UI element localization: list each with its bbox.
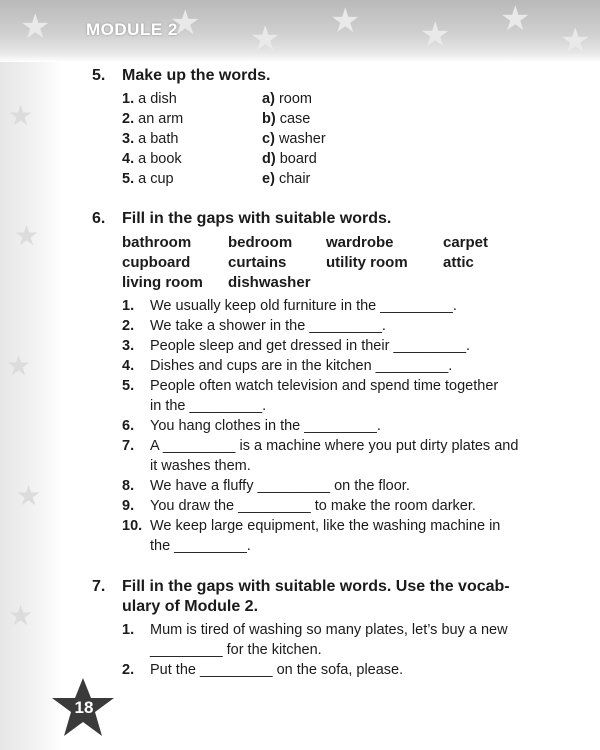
star-decoration: ★ [330, 2, 361, 40]
word-box-item: utility room [326, 254, 408, 271]
gap-fill-sentence: 7. A _________ is a machine where you put dirty plates and [122, 438, 519, 454]
star-decoration: ★ [16, 480, 42, 511]
page-number: 18 [74, 698, 94, 717]
word-box-item: bedroom [228, 234, 293, 251]
gap-fill-sentence: 8. We have a fluffy _________ on the floor. [122, 478, 410, 494]
exercise-7-title-continuation: ulary of Module 2. [122, 598, 259, 615]
word-box-item: living room [122, 274, 203, 291]
word-box-item: curtains [228, 254, 287, 271]
word-box-item: bathroom [122, 234, 192, 251]
star-decoration: ★ [560, 22, 591, 60]
exercise-5-title: Make up the words. [122, 67, 271, 84]
star-decoration: ★ [8, 600, 34, 631]
match-right-item: a) room [262, 91, 312, 107]
match-left-item: 4. a book [122, 151, 182, 167]
left-decorative-band [0, 62, 62, 750]
word-box-item: cupboard [122, 254, 191, 271]
gap-fill-sentence-continuation: the _________. [150, 538, 251, 554]
gap-fill-sentence: 9. You draw the _________ to make the room darker. [122, 498, 476, 514]
exercise-5-number: 5. [92, 67, 106, 84]
match-right-item: d) board [262, 151, 317, 167]
gap-fill-sentence-continuation: in the _________. [150, 398, 267, 414]
exercise-6-number: 6. [92, 210, 106, 227]
match-left-item: 5. a cup [122, 171, 174, 187]
star-decoration: ★ [6, 350, 32, 381]
star-decoration: ★ [420, 16, 451, 54]
gap-fill-sentence: 10. We keep large equipment, like the washing machine in [122, 518, 501, 534]
gap-fill-sentence-continuation: _________ for the kitchen. [150, 642, 322, 658]
star-decoration: ★ [170, 4, 201, 42]
gap-fill-sentence: 2. Put the _________ on the sofa, please. [122, 662, 404, 678]
module-label: MODULE 2 [86, 20, 178, 39]
word-box-item: wardrobe [326, 234, 394, 251]
match-left-item: 3. a bath [122, 131, 179, 147]
gap-fill-sentence: 4. Dishes and cups are in the kitchen _________. [122, 358, 453, 374]
gap-fill-sentence: 2. We take a shower in the _________. [122, 318, 386, 334]
gap-fill-sentence: 1. We usually keep old furniture in the _________. [122, 298, 457, 314]
star-decoration: ★ [20, 8, 51, 46]
match-right-item: c) washer [262, 131, 326, 147]
match-left-item: 2. an arm [122, 111, 184, 127]
word-box-item: dishwasher [228, 274, 311, 291]
star-decoration: ★ [500, 0, 531, 38]
exercise-7-number: 7. [92, 578, 106, 595]
match-right-item: b) case [262, 111, 311, 127]
match-right-item: e) chair [262, 171, 311, 187]
star-decoration: ★ [8, 100, 34, 131]
match-left-item: 1. a dish [122, 91, 177, 107]
gap-fill-sentence-continuation: it washes them. [150, 458, 251, 474]
exercise-7-title: Fill in the gaps with suitable words. Use the vocab- [122, 578, 510, 595]
exercise-6-title: Fill in the gaps with suitable words. [122, 210, 392, 227]
word-box-item: attic [443, 254, 474, 271]
gap-fill-sentence: 1. Mum is tired of washing so many plates, let’s buy a new [122, 622, 508, 638]
star-decoration: ★ [250, 20, 281, 58]
gap-fill-sentence: 5. People often watch television and spend time together [122, 378, 499, 394]
gap-fill-sentence: 3. People sleep and get dressed in their _________. [122, 338, 471, 354]
star-decoration: ★ [14, 220, 40, 251]
word-box-item: carpet [443, 234, 489, 251]
gap-fill-sentence: 6. You hang clothes in the _________. [122, 418, 381, 434]
